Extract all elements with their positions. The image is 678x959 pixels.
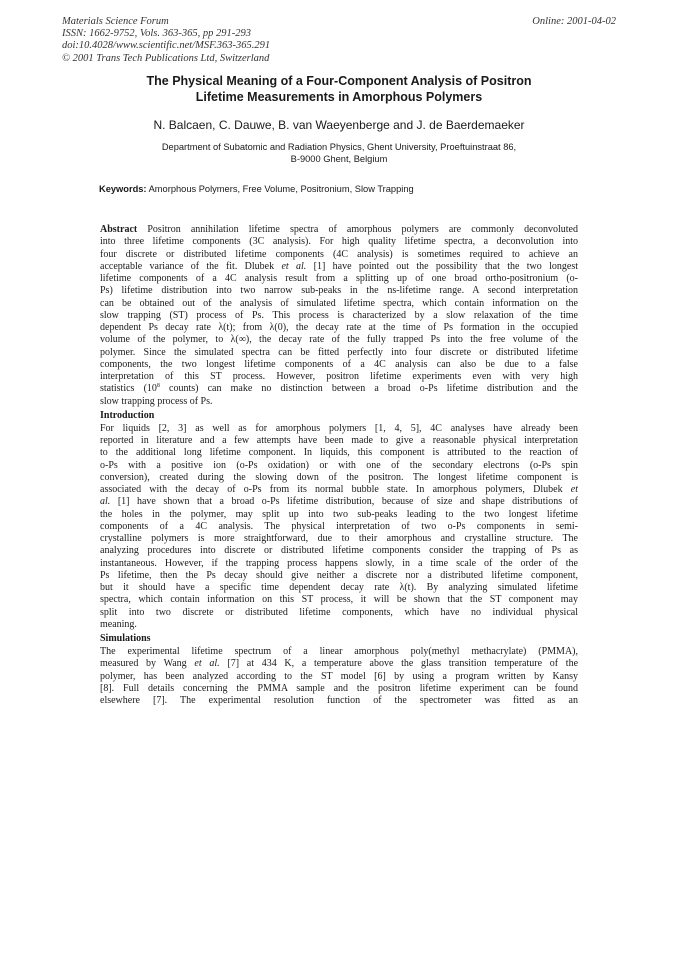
abstract-line: components, the two longest lifetime components of a 4C analysis can also be due to a false	[100, 358, 578, 370]
abstract-line: slow trapping (ST) process of Ps. This process is characterized by a slow relaxation of the time	[100, 309, 578, 321]
abstract-line: acceptable variance of the fit. Dlubek et al. [1] have pointed out the possibility that the two longest	[100, 260, 578, 272]
simulations-heading: Simulations	[100, 633, 151, 644]
intro-line: analyzing procedures into discrete or distributed lifetime components consider the trapping of Ps as	[100, 545, 578, 557]
sim-line: The experimental lifetime spectrum of a linear amorphous poly(methyl methacrylate) (PMMA),	[100, 646, 578, 657]
journal-name: Materials Science Forum	[62, 16, 169, 27]
paper-body	[100, 224, 578, 707]
abstract-line: into three lifetime components (3C analysis). For high quality lifetime spectra, a deconvolution into	[100, 236, 578, 248]
abstract-line: volume of the polymer, to λ(∞), the decay rate of the fully trapped Ps into the free volume of the	[100, 334, 578, 346]
intro-line: reported in literature and a few attempts have been made to give a reasonable physical interpretation	[100, 435, 578, 446]
abstract-line: slow trapping process of Ps.	[100, 395, 213, 407]
keywords	[99, 184, 414, 194]
title-line-1: The Physical Meaning of a Four-Component Analysis of Positron	[146, 74, 532, 88]
sim-line: measured by Wang et al. [7] at 434 K, a temperature above the glass transition temperature of the	[100, 658, 578, 670]
abstract-line: Positron annihilation lifetime spectra of amorphous polymers are commonly deconvoluted	[137, 224, 578, 235]
intro-line: but it should have a specific time dependent decay rate λ(t). By analyzing simulated lifetime	[100, 582, 578, 593]
keywords-label: Keywords:	[99, 184, 147, 194]
intro-line: instantaneous. However, if the trapping process happens slowly, in a time scale of the order of the	[100, 557, 578, 569]
introduction-heading: Introduction	[100, 409, 155, 421]
intro-line: meaning.	[100, 618, 137, 630]
sim-line: elsewhere [7]. The experimental resolution function of the spectrometer was fitted as an	[100, 695, 578, 706]
intro-line: split into two discrete or distributed lifetime components, which have no individual physical	[100, 606, 578, 618]
intro-line: conversion), created during the slowing down of the positron. The longest lifetime component is	[100, 471, 578, 483]
intro-line: to the additional long lifetime component. In liquids, this component is attributed to the reaction of	[100, 447, 578, 459]
intro-line: Ps lifetime, then the Ps decay should give neither a discrete nor a distributed lifetime component,	[100, 569, 578, 581]
affiliation-line-1: Department of Subatomic and Radiation Physics, Ghent University, Proeftuinstraat 86,	[161, 142, 517, 152]
simulations	[100, 646, 578, 707]
authors: N. Balcaen, C. Dauwe, B. van Waeyenberge and J. de Baerdemaeker	[153, 118, 525, 132]
affiliation	[60, 142, 618, 165]
copyright-line: © 2001 Trans Tech Publications Ltd, Switzerland	[62, 52, 270, 64]
doi-link[interactable]: doi:10.4028/www.scientific.net/MSF.363-365.291	[62, 40, 271, 52]
intro-line: al. [1] have shown that a broad o-Ps lifetime distribution, because of size and shape distributions of	[100, 496, 578, 508]
keywords-text: Amorphous Polymers, Free Volume, Positronium, Slow Trapping	[146, 184, 414, 194]
sim-line: [8]. Full details concerning the PMMA sample and the positron lifetime experiment can be found	[100, 682, 578, 694]
abstract-line: interpretation of this ST process. However, positron lifetime experiments even with very high	[100, 371, 578, 382]
abstract-line: lifetime components of a 4C analysis result from a splitting up of one broad ortho-positronium (o-	[100, 273, 578, 284]
abstract-line: dependent Ps decay rate λ(t); from λ(0), the decay rate at the time of Ps formation in the occupied	[100, 322, 578, 333]
paper-title	[60, 74, 618, 105]
title-line-2: Lifetime Measurements in Amorphous Polymers	[195, 89, 483, 104]
abstract-line: Ps) lifetime distribution into two narrow sub-peaks in the ns-lifetime range. A second interpretation	[100, 285, 578, 297]
sim-line: polymer, has been analyzed according to the ST model [6] by using a program written by Kansy	[100, 670, 578, 682]
abstract	[100, 224, 578, 408]
publication-header	[62, 16, 392, 65]
abstract-label: Abstract	[100, 224, 138, 235]
intro-line: For liquids [2, 3] as well as for amorphous polymers [1, 4, 5], 4C analyses have already been	[100, 422, 578, 434]
introduction	[100, 423, 578, 631]
issn-line: ISSN: 1662-9752, Vols. 363-365, pp 291-293	[62, 28, 251, 40]
intro-line: associated with the decay of o-Ps from its normal bubble state. In amorphous polymers, Dlubek et	[100, 484, 578, 495]
intro-line: the holes in the polymer, may split up into two sub-peaks leading to the two longest lifetime	[100, 508, 578, 520]
abstract-line: polymer. Since the simulated spectra can be fitted perfectly into four discrete or distributed lifetime	[100, 346, 578, 358]
abstract-line: statistics ($10^8$ counts) can make no distinction between a broad o-Ps lifetime distribution and the	[100, 383, 578, 395]
abstract-line: four discrete or distributed lifetime components (4C analysis) is sometimes required to achieve an	[100, 248, 578, 260]
intro-line: spectra, which contain information on this ST process, it will be shown that the ST component may	[100, 594, 578, 606]
abstract-line: can be obtained out of the analysis of simulated lifetime spectra, which contain information on the	[100, 297, 578, 309]
intro-line: o-Ps with a positive ion (o-Ps oxidation) or with one of the secondary electrons (o-Ps spin	[100, 459, 578, 471]
intro-line: crystalline polymers is more straightforward, due to their amorphous and crystalline structure. The	[100, 533, 578, 544]
online-date: Online: 2001-04-02	[532, 16, 616, 27]
affiliation-line-2: B-9000 Ghent, Belgium	[290, 153, 388, 164]
intro-line: components of a 4C analysis. The physical interpretation of two o-Ps components in semi-	[100, 520, 578, 532]
